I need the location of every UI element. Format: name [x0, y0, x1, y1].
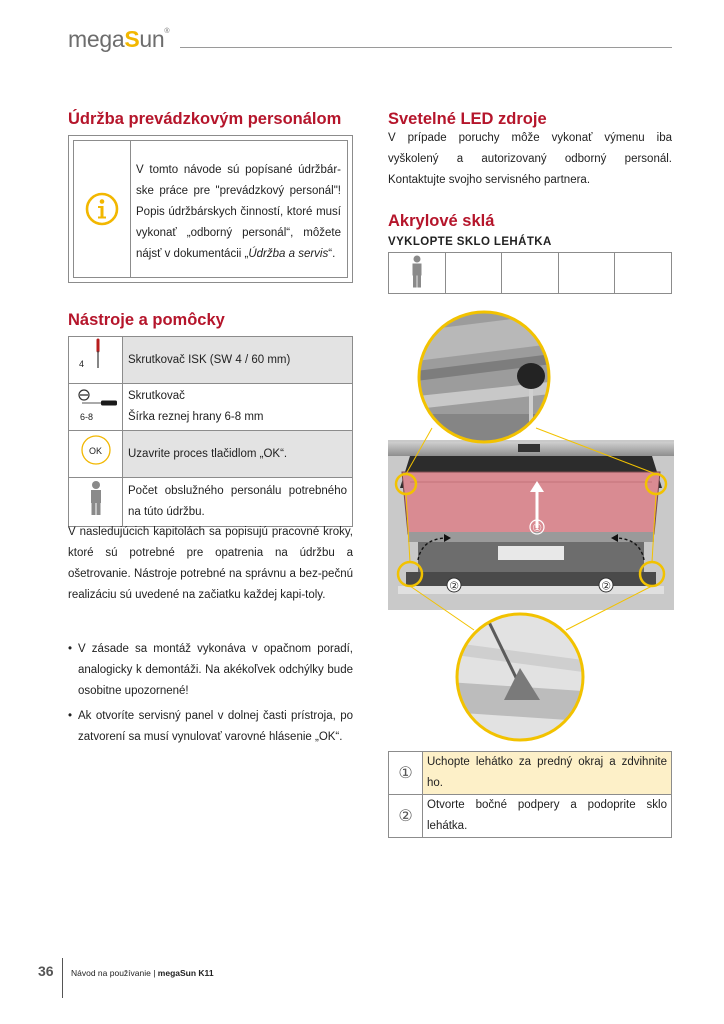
header-rule [180, 47, 672, 48]
info-icon [85, 192, 119, 226]
info-text: V tomto návode sú popísané údržbár-ske práce pre "prevádzkový personál"! Popis údržbárskych činností, ktoré musí vykonať „odborný personál“, môžete nájsť v dokumentácii „Údržba a servis“. [131, 140, 348, 278]
grid-cell [558, 253, 615, 294]
tools-table [68, 336, 353, 527]
footer-label: Návod na používanie | megaSun K11 [71, 968, 214, 978]
tool-icon-cell [69, 337, 123, 384]
grid-cell [615, 253, 672, 294]
tool-row [69, 431, 353, 478]
tool-row [69, 337, 353, 384]
sunbed-illustration [388, 302, 674, 742]
tool-size-label: 6-8 [80, 412, 94, 422]
steps-table [388, 751, 672, 838]
tool-description: Skrutkovač ISK (SW 4 / 60 mm) [123, 337, 353, 384]
step-row [389, 795, 672, 838]
tool-icon-cell [69, 478, 123, 527]
callout-2-left: ② [449, 579, 459, 593]
step-number: ② [389, 795, 423, 838]
info-icon-cell [73, 140, 131, 278]
tool-description: Skrutkovač Šírka reznej hrany 6-8 mm [123, 384, 353, 431]
step-row [389, 752, 672, 795]
personnel-grid [388, 252, 672, 294]
led-title: Svetelné LED zdroje [388, 110, 547, 128]
maintenance-title: Údržba prevádzkovým personálom [68, 110, 342, 128]
ok-label: OK [88, 446, 102, 456]
grid-cell [445, 253, 502, 294]
person-icon [407, 254, 427, 290]
acrylic-subtitle: VYKLOPTE SKLO LEHÁTKA [388, 236, 552, 248]
intro-paragraph: V nasledujúcich kapitolách sa popisujú pracovné kroky, ktoré sú potrebné pre opatrenia na údržbu a ošetrovanie. Nástroje potrebné na správnu a bez-pečnú realizáciu sú uvedené na začiatku každej kapi-toly. [68, 526, 353, 601]
person-icon [71, 478, 121, 518]
tools-title: Nástroje a pomôcky [68, 311, 225, 329]
list-item: • V zásade sa montáž vykonáva v opačnom poradí, analogicky k demontáži. Na akékoľvek odchýlky bude osobitne upozornené! [68, 639, 353, 702]
tool-row [69, 384, 353, 431]
tool-description: Uzavrite proces tlačidlom „OK“. [123, 431, 353, 478]
tool-size-label: 4 [79, 359, 85, 369]
grid-cell [389, 253, 446, 294]
notes-list [68, 639, 353, 752]
tool-row [69, 478, 353, 527]
tool-icon-cell [69, 431, 123, 478]
callout-1: ① [532, 521, 542, 535]
step-number: ① [389, 752, 423, 795]
info-box [68, 135, 353, 283]
flat-screwdriver-icon [71, 384, 121, 422]
led-text: V prípade poruchy môže vykonať výmenu iba vyškolený a autorizovaný odborný personál. Kontaktujte svojho servisného partnera. [388, 132, 672, 186]
brand-logo: megaSun® [68, 26, 170, 52]
step-text: Otvorte bočné podpery a podoprite sklo lehátka. [423, 795, 672, 838]
page-number: 36 [38, 963, 54, 979]
list-item: • Ak otvoríte servisný panel v dolnej časti prístroja, po zatvorení sa musí vynulovať varovné hlásenie „OK“. [68, 706, 353, 748]
grid-cell [502, 253, 559, 294]
step-text: Uchopte lehátko za predný okraj a zdvihnite ho. [423, 752, 672, 795]
tool-icon-cell [69, 384, 123, 431]
screwdriver-isk-icon [71, 337, 121, 375]
callout-2-right: ② [601, 579, 611, 593]
tool-description: Počet obslužného personálu potrebného na túto údržbu. [123, 478, 353, 527]
acrylic-title: Akrylové sklá [388, 212, 495, 230]
footer-divider [62, 958, 63, 998]
